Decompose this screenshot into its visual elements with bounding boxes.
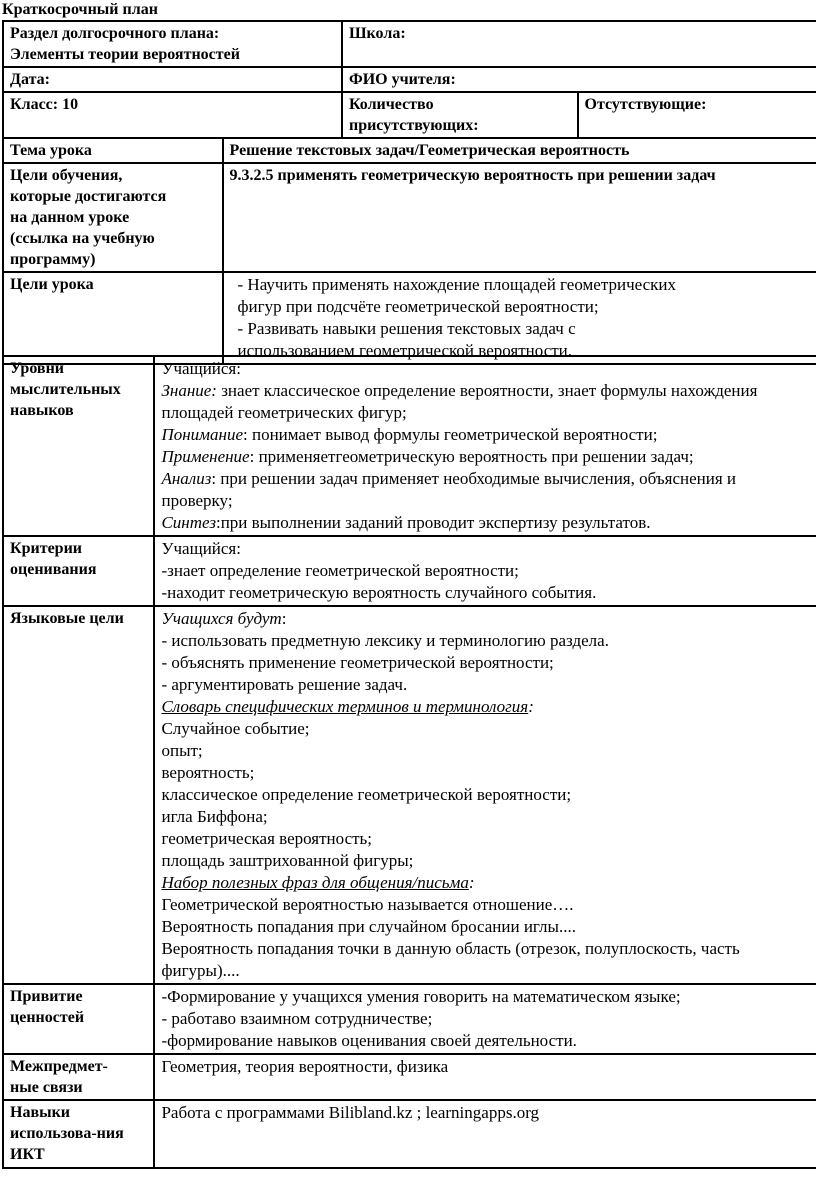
vocab-heading [161, 696, 816, 718]
lesson-goal-line: - Научить применять нахождение площадей геометрических [237, 275, 676, 294]
present-label-1: Количество [348, 96, 434, 113]
topic-value: Решение текстовых задач/Геометрическая вероятность [229, 142, 630, 159]
absent-cell [578, 92, 816, 138]
criteria-value-cell [154, 536, 816, 606]
ict-value: Работа с программами Bilibland.kz ; learningapps.org [161, 1103, 540, 1122]
criteria-label-line: оценивания [10, 561, 97, 578]
vocab-heading-text: Словарь специфических терминов и терминология [161, 697, 529, 716]
will-line: - объяснять применение геометрической вероятности; [161, 653, 554, 672]
thinking-level-line [161, 512, 816, 534]
vocab-heading-colon: : [528, 697, 534, 716]
section-value: Элементы теории вероятностей [10, 46, 240, 63]
thinking-level-line [161, 490, 816, 512]
values-line: -Формирование у учащихся умения говорить на математическом языке; [161, 987, 681, 1006]
criteria-label-line: Критерии [10, 540, 83, 557]
thinking-level-text: : применяетгеометрическую вероятность при решении задач; [249, 447, 694, 466]
lesson-goal-line: - Развивать навыки решения текстовых задач с [237, 319, 576, 338]
thinking-level-line [161, 424, 816, 446]
lesson-goals-label-cell [3, 272, 223, 364]
lesson-goals-value-cell [223, 272, 816, 364]
present-label-2: присутствующих: [348, 117, 479, 134]
values-line: -формирование навыков оценивания своей деятельности. [161, 1031, 577, 1050]
learning-goals-label-cell [3, 163, 223, 272]
thinking-level-text: : при решении задач применяет необходимые вычисления, объяснения и [211, 469, 737, 488]
learning-goals-label-line: на данном уроке [10, 209, 130, 226]
vocab-line: геометрическая вероятность; [161, 829, 373, 848]
will-heading [161, 608, 816, 630]
values-value-cell [154, 984, 816, 1054]
vocab-line: игла Биффона; [161, 807, 268, 826]
phrase-line: фигуры).... [161, 961, 240, 980]
thinking-level-term: Анализ [161, 469, 212, 488]
ict-value-cell [154, 1100, 816, 1168]
thinking-levels-label-line: мыслительных [10, 381, 121, 398]
teacher-cell [342, 67, 816, 92]
topic-label: Тема урока [10, 142, 92, 159]
ict-label-cell [3, 1100, 154, 1168]
thinking-levels-value-cell [154, 356, 816, 536]
learning-goals-label-line: Цели обучения, [10, 167, 123, 184]
thinking-level-line [161, 446, 816, 468]
will-heading-text: Учащихся будут [161, 609, 282, 628]
phrases-heading-text: Набор полезных фраз для общения/письма [161, 873, 469, 892]
thinking-levels-label-line: Уровни [10, 360, 65, 377]
learning-goals-label-line: которые достигаются [10, 188, 167, 205]
thinking-levels-label-line: навыков [10, 402, 74, 419]
learning-goals-label-line: программу) [10, 251, 96, 268]
thinking-level-text: проверку; [161, 491, 233, 510]
lesson-goal-line: использованием геометрической вероятности. [237, 341, 573, 360]
class-label: Класс: 10 [10, 96, 79, 113]
school-label: Школа: [348, 25, 406, 42]
thinking-level-text: площадей геометрических фигур; [161, 403, 407, 422]
vocab-line: площадь заштрихованной фигуры; [161, 851, 414, 870]
content-table [2, 355, 816, 1169]
thinking-level-text: : понимает вывод формулы геометрической вероятности; [243, 425, 658, 444]
language-goals-value-cell [154, 606, 816, 984]
criteria-line: -находит геометрическую вероятность случайного события. [161, 583, 597, 602]
document-title: Краткосрочный план [2, 1, 158, 18]
phrases-heading-colon: : [468, 873, 475, 892]
ict-label-line: использова-ния [10, 1125, 124, 1142]
topic-label-cell [3, 138, 223, 163]
teacher-label: ФИО учителя: [348, 71, 456, 88]
thinking-levels-intro: Учащийся: [161, 359, 241, 378]
phrases-heading [161, 872, 816, 894]
thinking-level-text: :при выполнении заданий проводит экспертизу результатов. [215, 513, 651, 532]
values-label-line: Привитие [10, 988, 83, 1005]
criteria-line: -знает определение геометрической вероятности; [161, 561, 519, 580]
header-table [2, 20, 816, 139]
phrase-line: Вероятность попадания точки в данную область (отрезок, полуплоскость, часть [161, 939, 740, 958]
learning-goals-value-cell [223, 163, 816, 272]
topic-value-cell [223, 138, 816, 163]
date-cell [3, 67, 342, 92]
will-line: - использовать предметную лексику и терминологию раздела. [161, 631, 609, 650]
cross-subject-label-cell [3, 1054, 154, 1100]
values-label-cell [3, 984, 154, 1054]
thinking-level-term: Понимание [161, 425, 244, 444]
lesson-goal-line: фигур при подсчёте геометрической вероятности; [237, 297, 599, 316]
present-cell [342, 92, 578, 138]
vocab-line: классическое определение геометрической вероятности; [161, 785, 572, 804]
criteria-label-cell [3, 536, 154, 606]
school-cell [342, 21, 816, 67]
language-goals-label-cell [3, 606, 154, 984]
learning-goals-label-line: (ссылка на учебную [10, 230, 155, 247]
thinking-level-text: знает классическое определение вероятности, знает формулы нахождения [216, 381, 758, 400]
thinking-level-term: Синтез [161, 513, 216, 532]
goals-table [2, 137, 816, 365]
lesson-goals-label: Цели урока [10, 276, 94, 293]
thinking-levels-label-cell [3, 356, 154, 536]
cross-subject-value-cell [154, 1054, 816, 1100]
ict-label-line: Навыки [10, 1104, 71, 1121]
phrase-line: Вероятность попадания при случайном бросании иглы.... [161, 917, 576, 936]
thinking-level-line [161, 402, 816, 424]
values-line: - работаво взаимном сотрудничестве; [161, 1009, 433, 1028]
criteria-line: Учащийся: [161, 539, 241, 558]
will-line: - аргументировать решение задач. [161, 675, 408, 694]
thinking-level-line [161, 468, 816, 490]
cross-subject-label-line: Межпредмет- [10, 1058, 108, 1075]
date-label: Дата: [10, 71, 50, 88]
thinking-level-term: Применение [161, 447, 250, 466]
cross-subject-label-line: ные связи [10, 1079, 83, 1096]
ict-label-line: ИКТ [10, 1146, 45, 1163]
language-goals-label: Языковые цели [10, 610, 124, 627]
values-label-line: ценностей [10, 1009, 85, 1026]
learning-goals-value: 9.3.2.5 применять геометрическую вероятность при решении задач [229, 167, 716, 184]
thinking-level-line [161, 380, 816, 402]
section-cell [3, 21, 342, 67]
vocab-line: опыт; [161, 741, 203, 760]
will-heading-colon: : [281, 609, 287, 628]
phrase-line: Геометрической вероятностью называется отношение…. [161, 895, 574, 914]
absent-label: Отсутствующие: [584, 96, 707, 113]
vocab-line: Случайное событие; [161, 719, 310, 738]
thinking-level-term: Знание: [161, 381, 217, 400]
section-label: Раздел долгосрочного плана: [10, 25, 220, 42]
cross-subject-value: Геометрия, теория вероятности, физика [161, 1057, 449, 1076]
vocab-line: вероятность; [161, 763, 255, 782]
class-cell [3, 92, 342, 138]
